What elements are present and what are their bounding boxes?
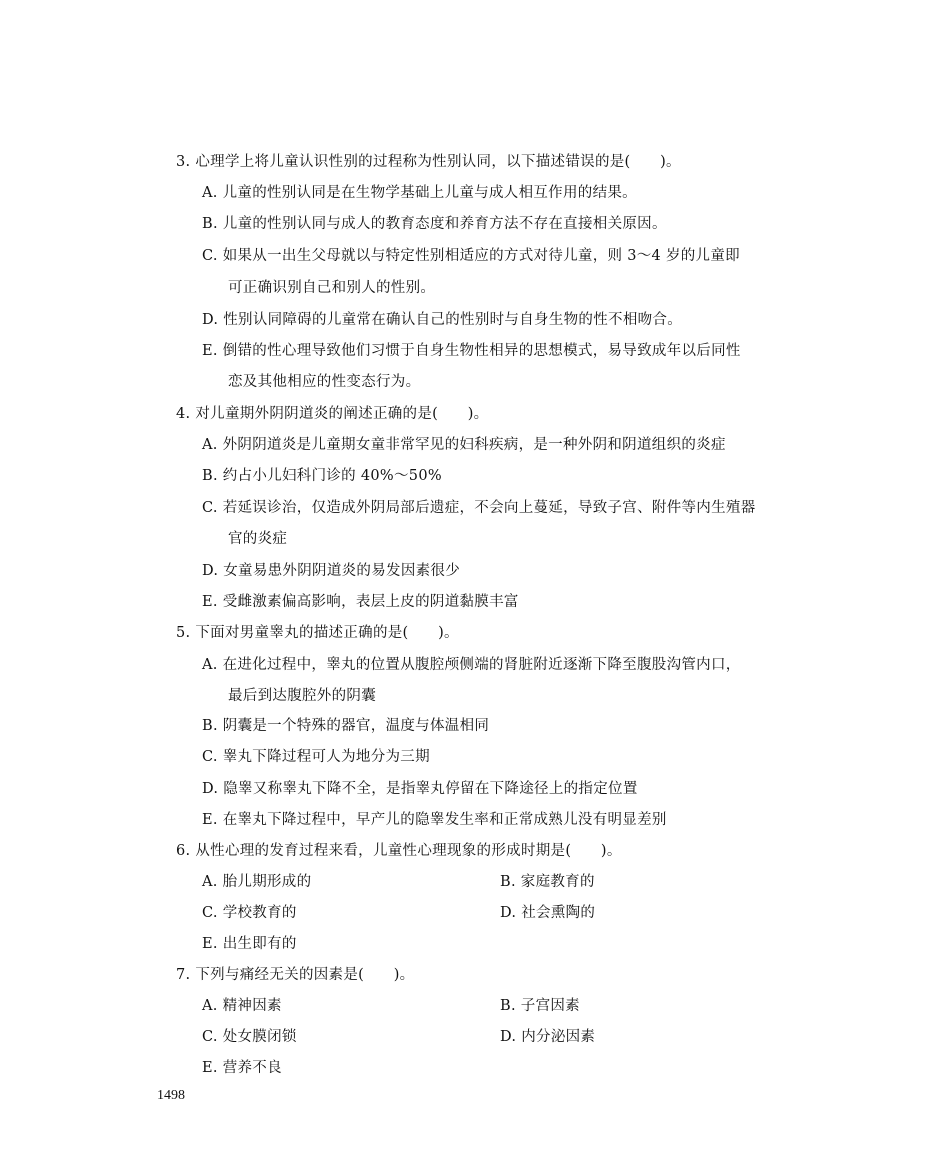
- question-6-option-e: E. 出生即有的: [202, 936, 297, 952]
- question-3-stem: 3. 心理学上将儿童认识性别的过程称为性别认同，以下描述错误的是( )。: [176, 154, 681, 170]
- question-5-option-e: E. 在睾丸下降过程中，早产儿的隐睾发生率和正常成熟儿没有明显差别: [202, 812, 667, 828]
- question-6-stem: 6. 从性心理的发育过程来看，儿童性心理现象的形成时期是( )。: [176, 843, 622, 859]
- question-4-option-d: D. 女童易患外阴阴道炎的易发因素很少: [202, 563, 461, 579]
- question-4-option-c-continued: 官的炎症: [228, 531, 288, 547]
- question-4-option-c: C. 若延误诊治，仅造成外阴局部后遗症，不会向上蔓延，导致子宫、附件等内生殖器: [202, 500, 756, 516]
- question-7-option-c: C. 处女膜闭锁: [202, 1029, 297, 1045]
- question-3-option-c-continued: 可正确识别自己和别人的性别。: [228, 280, 436, 296]
- question-3-option-e: E. 倒错的性心理导致他们习惯于自身生物性相异的思想模式，易导致成年以后同性: [202, 343, 741, 359]
- question-6-option-c: C. 学校教育的: [202, 905, 297, 921]
- question-6-option-b: B. 家庭教育的: [500, 874, 595, 890]
- question-3-option-e-continued: 恋及其他相应的性变态行为。: [228, 374, 421, 390]
- question-7-stem: 7. 下列与痛经无关的因素是( )。: [176, 967, 415, 983]
- question-3-option-b: B. 儿童的性别认同与成人的教育态度和养育方法不存在直接相关原因。: [202, 216, 667, 232]
- question-3-option-d: D. 性别认同障碍的儿童常在确认自己的性别时与自身生物的性不相吻合。: [202, 312, 683, 328]
- page-number: 1498: [157, 1088, 185, 1103]
- question-3-option-c: C. 如果从一出生父母就以与特定性别相适应的方式对待儿童，则 3～4 岁的儿童即: [202, 248, 740, 264]
- question-4-option-a: A. 外阴阴道炎是儿童期女童非常罕见的妇科疾病，是一种外阴和阴道组织的炎症: [202, 437, 726, 453]
- question-7-option-e: E. 营养不良: [202, 1060, 282, 1076]
- question-7-option-a: A. 精神因素: [202, 998, 282, 1014]
- question-3-option-a: A. 儿童的性别认同是在生物学基础上儿童与成人相互作用的结果。: [202, 185, 637, 201]
- question-4-option-b: B. 约占小儿妇科门诊的 40%～50%: [202, 468, 442, 484]
- question-5-option-a-continued: 最后到达腹腔外的阴囊: [228, 688, 376, 704]
- question-7-option-d: D. 内分泌因素: [500, 1029, 596, 1045]
- question-4-stem: 4. 对儿童期外阴阴道炎的阐述正确的是( )。: [176, 406, 489, 422]
- question-5-option-a: A. 在进化过程中，睾丸的位置从腹腔颅侧端的肾脏附近逐渐下降至腹股沟管内口，: [202, 657, 741, 673]
- question-6-option-d: D. 社会熏陶的: [500, 905, 596, 921]
- question-4-option-e: E. 受雌激素偏高影响，表层上皮的阴道黏膜丰富: [202, 594, 519, 610]
- question-7-option-b: B. 子宫因素: [500, 998, 580, 1014]
- question-5-option-d: D. 隐睾又称睾丸下降不全，是指睾丸停留在下降途径上的指定位置: [202, 781, 638, 797]
- question-5-option-c: C. 睾丸下降过程可人为地分为三期: [202, 749, 430, 765]
- question-5-stem: 5. 下面对男童睾丸的描述正确的是( )。: [176, 625, 459, 641]
- question-5-option-b: B. 阴囊是一个特殊的器官，温度与体温相同: [202, 718, 490, 734]
- question-6-option-a: A. 胎儿期形成的: [202, 874, 312, 890]
